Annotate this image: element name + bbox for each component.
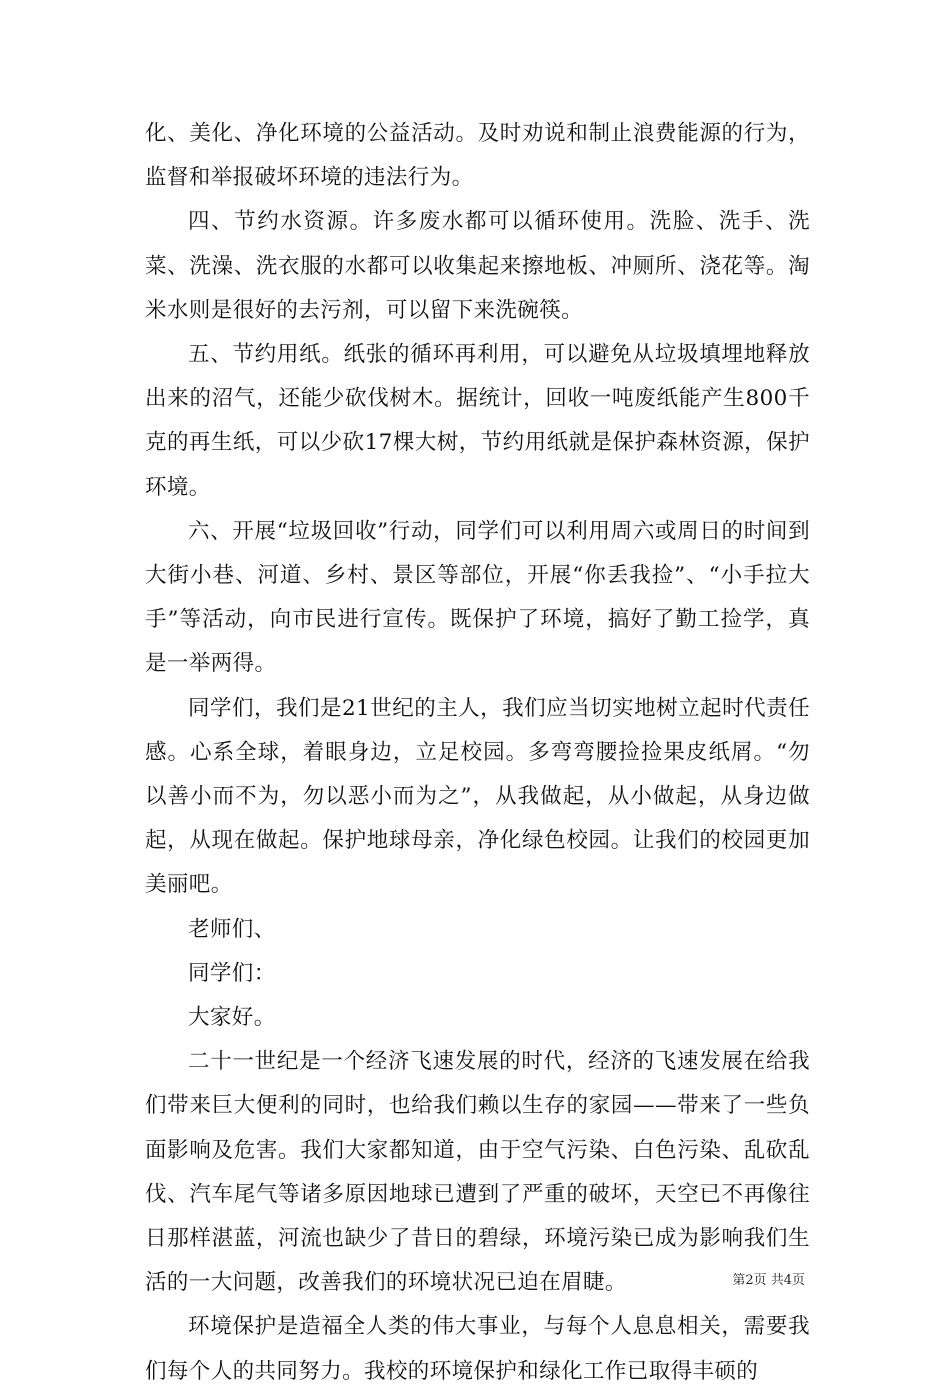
paragraph-call-to-action: 同学们，我们是21世纪的主人，我们应当切实地树立起时代责任感。心系全球，着眼身边，立足校园。多弯弯腰捡捡果皮纸屑。“勿以善小而不为，勿以恶小而为之”，从我做起，从小做起，从身边做起，从现在做起。保护地球母亲，净化绿色校园。让我们的校园更加美丽吧。 [145, 695, 810, 898]
paragraph-water-saving: 四、节约水资源。许多废水都可以循环使用。洗脸、洗手、洗菜、洗澡、洗衣服的水都可以收集起来擦地板、冲厕所、浇花等。淘米水则是很好的去污剂，可以留下来洗碗筷。 [145, 209, 810, 323]
document-body [145, 112, 810, 1394]
paragraph-garbage-recycling: 六、开展“垃圾回收”行动，同学们可以利用周六或周日的时间到大街小巷、河道、乡村、景区等部位，开展“你丢我捡”、“小手拉大手”等活动，向市民进行宣传。既保护了环境，搞好了勤工捡学，真是一举两得。 [145, 518, 810, 677]
paragraph-21st-century: 二十一世纪是一个经济飞速发展的时代，经济的飞速发展在给我们带来巨大便利的同时，也给我们赖以生存的家园——带来了一些负面影响及危害。我们大家都知道，由于空气污染、白色污染、乱砍乱伐、汽车尾气等诸多原因地球已遭到了严重的破坏，天空已不再像往日那样湛蓝，河流也缺少了昔日的碧绿，环境污染已成为影响我们生活的一大问题，改善我们的环境状况已迫在眉睫。 [145, 1049, 810, 1296]
salutation-students: 同学们： [188, 960, 276, 986]
paragraph-continuation: 化、美化、净化环境的公益活动。及时劝说和制止浪费能源的行为，监督和举报破坏环境的违法行为。 [145, 121, 810, 191]
paragraph-environment-protection: 环境保护是造福全人类的伟大事业，与每个人息息相关，需要我们每个人的共同努力。我校的环境保护和绿化工作已取得丰硕的 [145, 1314, 810, 1384]
salutation-teachers: 老师们、 [188, 916, 276, 942]
paragraph-paper-saving: 五、节约用纸。纸张的循环再利用，可以避免从垃圾填埋地释放出来的沼气，还能少砍伐树木。据统计，回收一吨废纸能产生800千克的再生纸，可以少砍17棵大树，节约用纸就是保护森林资源，保护环境。 [145, 342, 810, 500]
greeting: 大家好。 [188, 1005, 276, 1031]
page-number-footer: 第2页 共4页 [732, 1273, 805, 1288]
